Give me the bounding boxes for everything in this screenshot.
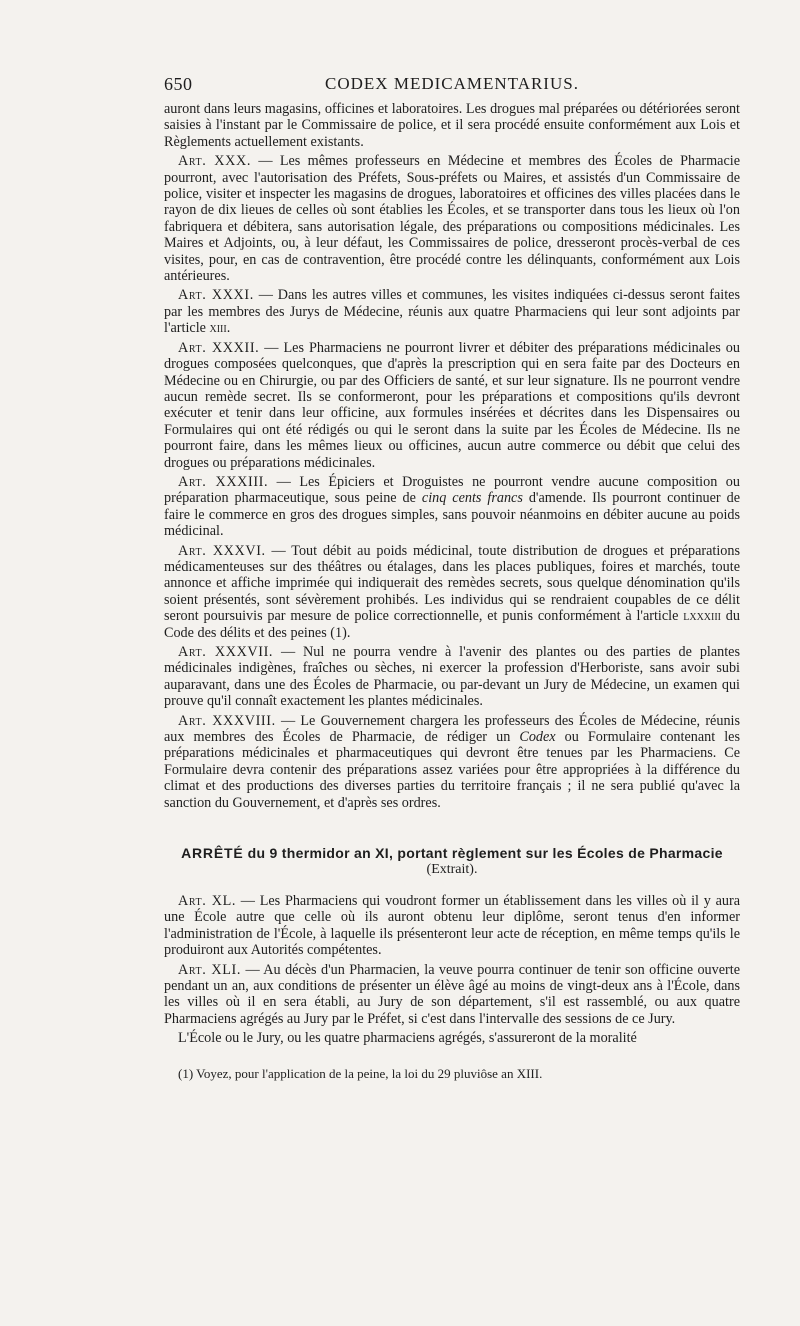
article-reference: xiii [209,320,227,337]
article-text: — Tout débit au poids médicinal, toute distribution de drogues et préparations médicamenteuses sur des théâtres ou étalages, dans les places publiques, foires et marchés, toute annonce et affiche imprimée qui indiquerait des remèdes secrets, sous quelque dénomination qu'ils soient présentés, sont sévèrement prohibés. Les individus qui se rendraient coupables de ce délit seront poursuivis par mesure de police correctionnelle, et punis conformément à l'article [164,542,740,625]
closing-paragraph: L'École ou le Jury, ou les quatre pharmaciens agrégés, s'assureront de la moralité [178,1030,637,1047]
article-text: — Les Pharmaciens ne pourront livrer et débiter des préparations médicinales ou drogues composées quelconques, que d'après la prescription qui en sera faite par des Docteurs en Médecine ou en Chirurgie, ou par des Officiers de santé, et sur leur signature. Ils ne pourront vendre aucun remède secret. Ils se conformeront, pour les préparations et compositions qu'ils devront exécuter et tenir dans leur officine, aux formules insérées et décrites dans les Dispensaires ou Formulaires qui ont été rédigés ou qui le seront dans la suite par les Écoles de Médecine. Ils ne pourront faire, dans les mêmes lieux ou officines, aucun autre commerce ou débit que celui des drogues ou préparations médicinales. [164,339,740,471]
article-label: Art. XXXVII. [178,644,274,660]
intro-paragraph: auront dans leurs magasins, officines et laboratoires. Les drogues mal préparées ou détériorées seront saisies à l'instant par le Commissaire de police, et il sera procédé ensuite conformément aux Lois et Règlements actuellement existants. [164,101,740,150]
section-heading-text: du 9 thermidor an XI, portant règlement sur les Écoles de Pharmacie [243,845,723,862]
article-33 [164,474,740,540]
article-40 [164,893,740,959]
body-text [164,101,740,1047]
article-text-end: ou Formulaire contenant les préparations médicinales et pharmaceutiques qui devront être tenues par les Pharmaciens. Ce Formulaire devra contenir des préparations assez variées pour être appropriées à la différence du climat et des productions des diverses parties du territoire français ; il ne sera publié qu'avec la sanction du Gouvernement, et d'après ses ordres. [164,729,740,811]
article-text-end: . [226,320,231,337]
running-title: CODEX MEDICAMENTARIUS. [325,74,579,93]
footnote: (1) Voyez, pour l'application de la peine, la loi du 29 pluviôse an XIII. [178,1066,543,1081]
article-37 [164,644,740,710]
article-label: Art. XXXVI. [178,542,266,559]
article-label: Art. XXXIII. [178,473,269,490]
article-reference: lxxxiii [683,608,721,625]
section-heading [164,845,740,861]
article-text: — Les Épiciers et Droguistes ne pourront vendre aucune composition ou préparation pharmaceutique, sous peine de [164,473,740,507]
article-41 [164,962,740,1028]
article-label: Art. XXX. [178,153,251,170]
article-31 [164,287,740,336]
page-number: 650 [164,74,193,94]
article-text: — Les Pharmaciens qui voudront former un établissement dans les villes où il y aura une École autre que celle où ils auront obtenu leur diplôme, seront tenus d'en informer l'administration de l'École, à laquelle ils présenteront leur acte de réception, en même temps qu'ils le produiront aux Autorités compétentes. [164,892,741,959]
article-label: Art. XXXVIII. [178,712,276,729]
page-header [164,74,740,98]
section-heading-lead: ARRÊTÉ [181,845,244,862]
article-text: — Les mêmes professeurs en Médecine et membres des Écoles de Pharmacie pourront, avec l'autorisation des Préfets, Sous-préfets ou Maires, et assistés d'un Commissaire de police, visiter et inspecter les magasins de drogues, laboratoires et officines des villes placées dans le rayon de dix lieues de celles où sont établies les Écoles, et se transporter dans tous les lieux où l'on fabriquera et débitera, sans autorisation légale, des préparations ou compositions médicinales. Les Maires et Adjoints, ou, à leur défaut, les Commissaires de police, dresseront procès-verbal de ces visites, pour, en cas de contravention, être procédé contre les délinquants, conformément aux Lois antérieures. [164,153,740,285]
article-38 [164,713,740,811]
article-emphasis: cinq cents francs [421,490,523,507]
article-text: — Dans les autres villes et communes, les visites indiquées ci-dessus seront faites par les membres des Jurys de Médecine, réunis aux quatre Pharmaciens qui leur sont adjoints par l'article [164,287,740,337]
article-text: — Le Gouvernement chargera les professeurs des Écoles de Médecine, réunis aux membres des Écoles de Pharmacie, de rédiger un [164,712,740,746]
article-36 [164,543,740,641]
article-text: — Nul ne pourra vendre à l'avenir des plantes ou des parties de plantes médicinales indigènes, fraîches ou sèches, ni exercer la profession d'Herboriste, sans avoir subi auparavant, dans une des Écoles de Pharmacie, ou par-devant un Jury de Médecine, un examen qui prouve qu'il connaît exactement les plantes médicinales. [164,644,740,710]
article-emphasis: Codex [519,729,556,746]
article-text: — Au décès d'un Pharmacien, la veuve pourra continuer de tenir son officine ouverte pendant un an, aux conditions de présenter un élève âgé au moins de vingt-deux ans à l'École, dans les villes où il en sera établi, au Jury de son département, s'il est rassemblé, ou aux quatre Pharmaciens agrégés au Jury par le Préfet, si c'est dans l'intervalle des sessions de ce Jury. [164,961,740,1027]
section-subheading: (Extrait). [426,862,478,878]
article-text-end: d'amende. Ils pourront continuer de faire le commerce en gros des drogues simples, sans pouvoir néanmoins en débiter aucune au poids médicinal. [164,490,741,540]
article-label: Art. XXXII. [178,339,260,356]
article-32 [164,340,740,471]
article-label: Art. XXXI. [178,287,254,304]
article-label: Art. XL. [178,892,236,909]
article-text-end: du Code des délits et des peines (1). [164,608,740,641]
article-label: Art. XLI. [178,961,241,978]
article-30 [164,153,740,284]
